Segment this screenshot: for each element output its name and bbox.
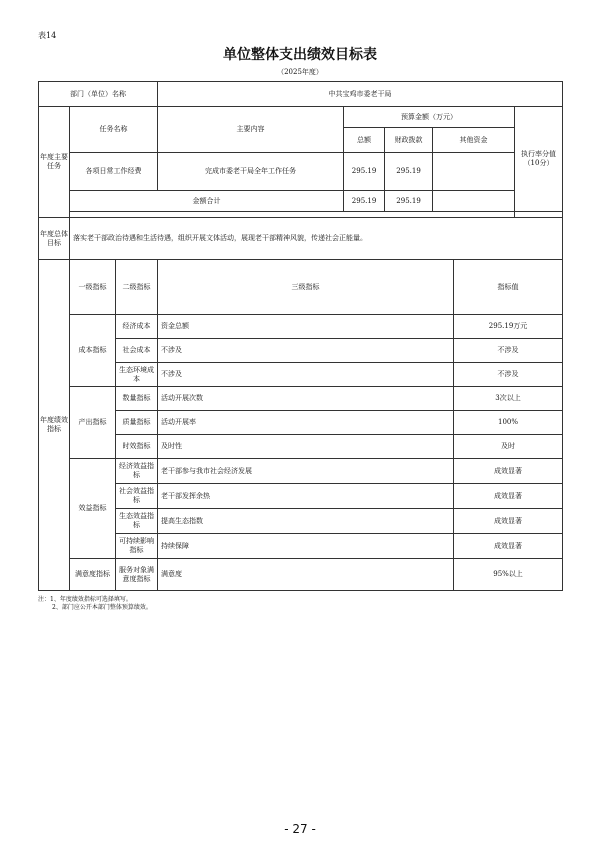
table-row — [39, 315, 563, 339]
other-header: 其他资金 — [433, 128, 515, 153]
dept-label: 部门（单位）名称 — [39, 82, 158, 107]
value-cell: 及时 — [454, 435, 563, 459]
level2-cell: 经济成本 — [116, 315, 158, 339]
level3-cell: 不涉及 — [158, 339, 454, 363]
goal-row — [39, 218, 563, 260]
page-number: - 27 - — [284, 822, 316, 836]
table-row — [39, 459, 563, 484]
value-header: 指标值 — [454, 260, 563, 315]
task-name: 各项日常工作经费 — [70, 153, 158, 191]
level1-cell: 满意度指标 — [70, 559, 116, 591]
task-other — [433, 153, 515, 191]
task-name-header: 任务名称 — [70, 107, 158, 153]
level3-cell: 及时性 — [158, 435, 454, 459]
level1-header: 一级指标 — [70, 260, 116, 315]
value-cell: 成效显著 — [454, 484, 563, 509]
level3-header: 三级指标 — [158, 260, 454, 315]
level3-cell: 老干部参与我市社会经济发展 — [158, 459, 454, 484]
page-title: 单位整体支出绩效目标表 — [223, 47, 377, 63]
value-cell: 不涉及 — [454, 363, 563, 387]
table-row — [39, 534, 563, 559]
value-cell: 不涉及 — [454, 339, 563, 363]
level3-cell: 资金总额 — [158, 315, 454, 339]
footnote: 注：1、年度绩效指标可选择填写。 — [38, 596, 132, 603]
level1-cell: 产出指标 — [70, 387, 116, 459]
value-cell: 3次以上 — [454, 387, 563, 411]
level2-cell: 服务对象满意度指标 — [116, 559, 158, 591]
performance-table — [38, 81, 563, 591]
fiscal-header: 财政拨款 — [385, 128, 433, 153]
level3-cell: 持续保障 — [158, 534, 454, 559]
overall-goal-content: 落实老干部政治待遇和生活待遇，组织开展文体活动，展现老干部精神风貌，传递社会正能量。 — [70, 218, 563, 260]
value-cell: 95%以上 — [454, 559, 563, 591]
sum-row — [39, 191, 563, 212]
table-row — [39, 411, 563, 435]
content-header: 主要内容 — [158, 107, 344, 153]
dept-row — [39, 82, 563, 107]
table-row — [39, 339, 563, 363]
task-fiscal: 295.19 — [385, 153, 433, 191]
value-cell: 成效显著 — [454, 509, 563, 534]
table-row — [39, 559, 563, 591]
level1-cell: 效益指标 — [70, 459, 116, 559]
footnotes — [38, 596, 152, 612]
task-total: 295.19 — [344, 153, 385, 191]
level2-cell: 生态效益指标 — [116, 509, 158, 534]
level2-cell: 经济效益指标 — [116, 459, 158, 484]
task-row — [39, 153, 563, 191]
table-row — [39, 435, 563, 459]
section-annual-tasks-label: 年度主要任务 — [39, 107, 70, 218]
sum-total: 295.19 — [344, 191, 385, 212]
table-row — [39, 387, 563, 411]
footnote: 2、部门应公开本部门整体预算绩效。 — [52, 604, 152, 611]
level2-cell: 社会成本 — [116, 339, 158, 363]
table-tag: 表14 — [38, 31, 57, 40]
value-cell: 成效显著 — [454, 534, 563, 559]
value-cell: 295.19万元 — [454, 315, 563, 339]
budget-header: 预算金额（万元） — [344, 107, 515, 128]
level3-cell: 满意度 — [158, 559, 454, 591]
level2-cell: 质量指标 — [116, 411, 158, 435]
level2-cell: 数量指标 — [116, 387, 158, 411]
level2-cell: 生态环境成本 — [116, 363, 158, 387]
task-header-row-1 — [39, 107, 563, 128]
table-row — [39, 363, 563, 387]
dept-name: 中共宝鸡市委老干局 — [158, 82, 563, 107]
total-header: 总额 — [344, 128, 385, 153]
level1-cell: 成本指标 — [70, 315, 116, 387]
section-performance-label: 年度绩效指标 — [39, 260, 70, 591]
indicator-header-row — [39, 260, 563, 315]
year-label: （2025年度） — [277, 68, 323, 76]
section-overall-goal-label: 年度总体目标 — [39, 218, 70, 260]
level3-cell: 不涉及 — [158, 363, 454, 387]
sum-fiscal: 295.19 — [385, 191, 433, 212]
level2-header: 二级指标 — [116, 260, 158, 315]
level3-cell: 活动开展率 — [158, 411, 454, 435]
table-row — [39, 484, 563, 509]
sum-other — [433, 191, 515, 212]
value-cell: 成效显著 — [454, 459, 563, 484]
level2-cell: 可持续影响指标 — [116, 534, 158, 559]
level3-cell: 老干部发挥余热 — [158, 484, 454, 509]
level2-cell: 时效指标 — [116, 435, 158, 459]
level3-cell: 活动开展次数 — [158, 387, 454, 411]
value-cell: 100% — [454, 411, 563, 435]
exec-rate-header: 执行率分值（10分） — [515, 107, 563, 212]
level2-cell: 社会效益指标 — [116, 484, 158, 509]
level3-cell: 提高生态指数 — [158, 509, 454, 534]
sum-label: 金额合计 — [70, 191, 344, 212]
table-row — [39, 509, 563, 534]
task-content: 完成市委老干局全年工作任务 — [158, 153, 344, 191]
